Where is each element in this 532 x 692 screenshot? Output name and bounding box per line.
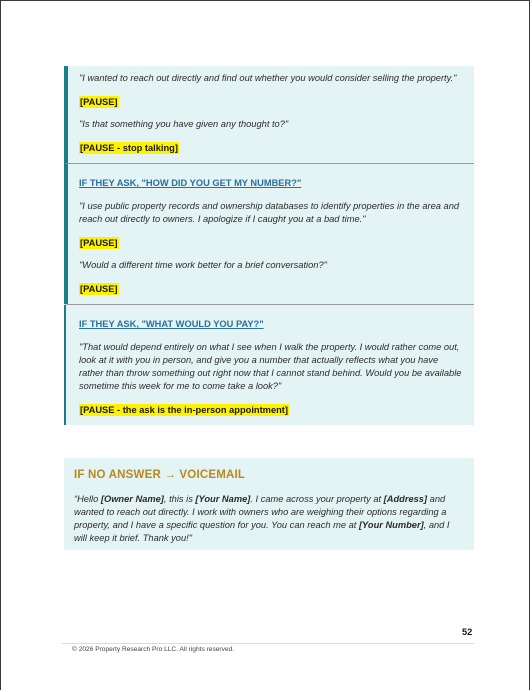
pause-marker: [PAUSE] <box>80 238 118 248</box>
placeholder-your-number: [Your Number] <box>358 520 424 530</box>
script-section-what-would-you-pay <box>64 304 474 425</box>
pause-marker: [PAUSE - stop talking] <box>80 143 178 153</box>
section-heading: IF THEY ASK, "WHAT WOULD YOU PAY?" <box>79 319 264 329</box>
voicemail-title: IF NO ANSWER → VOICEMAIL <box>74 469 246 481</box>
script-line: "I wanted to reach out directly and find out whether you would consider selling the property." <box>79 73 457 83</box>
script-section-how-did-you-get-number <box>64 163 474 304</box>
voicemail-script: “Hello [Owner Name], this is [Your Name]. I came across your property at [Address] and wanted to reach out directly. I work with owners who are weighing their options regarding a property, and I have a specific question for you. You can reach me at [Your Number], and I will keep it brief. Thank you!" <box>74 494 450 543</box>
script-line: "Would a different time work better for a brief conversation?" <box>79 260 327 270</box>
script-line: "That would depend entirely on what I see when I walk the property. I would rather come out, look at it with you in person, and give you a number that actually reflects what you have rather than throw something out right now that I cannot stand behind. Would you be available sometime this week for me to come take a look?" <box>79 342 462 391</box>
section-heading: IF THEY ASK, "HOW DID YOU GET MY NUMBER?" <box>79 178 302 188</box>
footer-divider <box>62 643 474 644</box>
script-line: "I use public property records and ownership databases to identify properties in the area and reach out directly to owners. I apologize if I caught you at a bad time." <box>79 201 460 224</box>
placeholder-your-name: [Your Name] <box>195 494 251 504</box>
call-script-box <box>64 66 474 425</box>
pause-marker: [PAUSE - the ask is the in-person appointment] <box>80 405 288 415</box>
pause-marker: [PAUSE] <box>80 284 118 294</box>
pause-marker: [PAUSE] <box>80 97 118 107</box>
placeholder-address: [Address] <box>383 494 428 504</box>
script-line: "Is that something you have given any thought to?" <box>79 119 289 129</box>
placeholder-owner-name: [Owner Name] <box>100 494 164 504</box>
script-section-opening <box>64 66 474 163</box>
voicemail-box <box>64 458 474 550</box>
copyright-notice: © 2026 Property Research Pro LLC. All rights reserved. <box>72 646 235 653</box>
page-number: 52 <box>462 627 473 637</box>
